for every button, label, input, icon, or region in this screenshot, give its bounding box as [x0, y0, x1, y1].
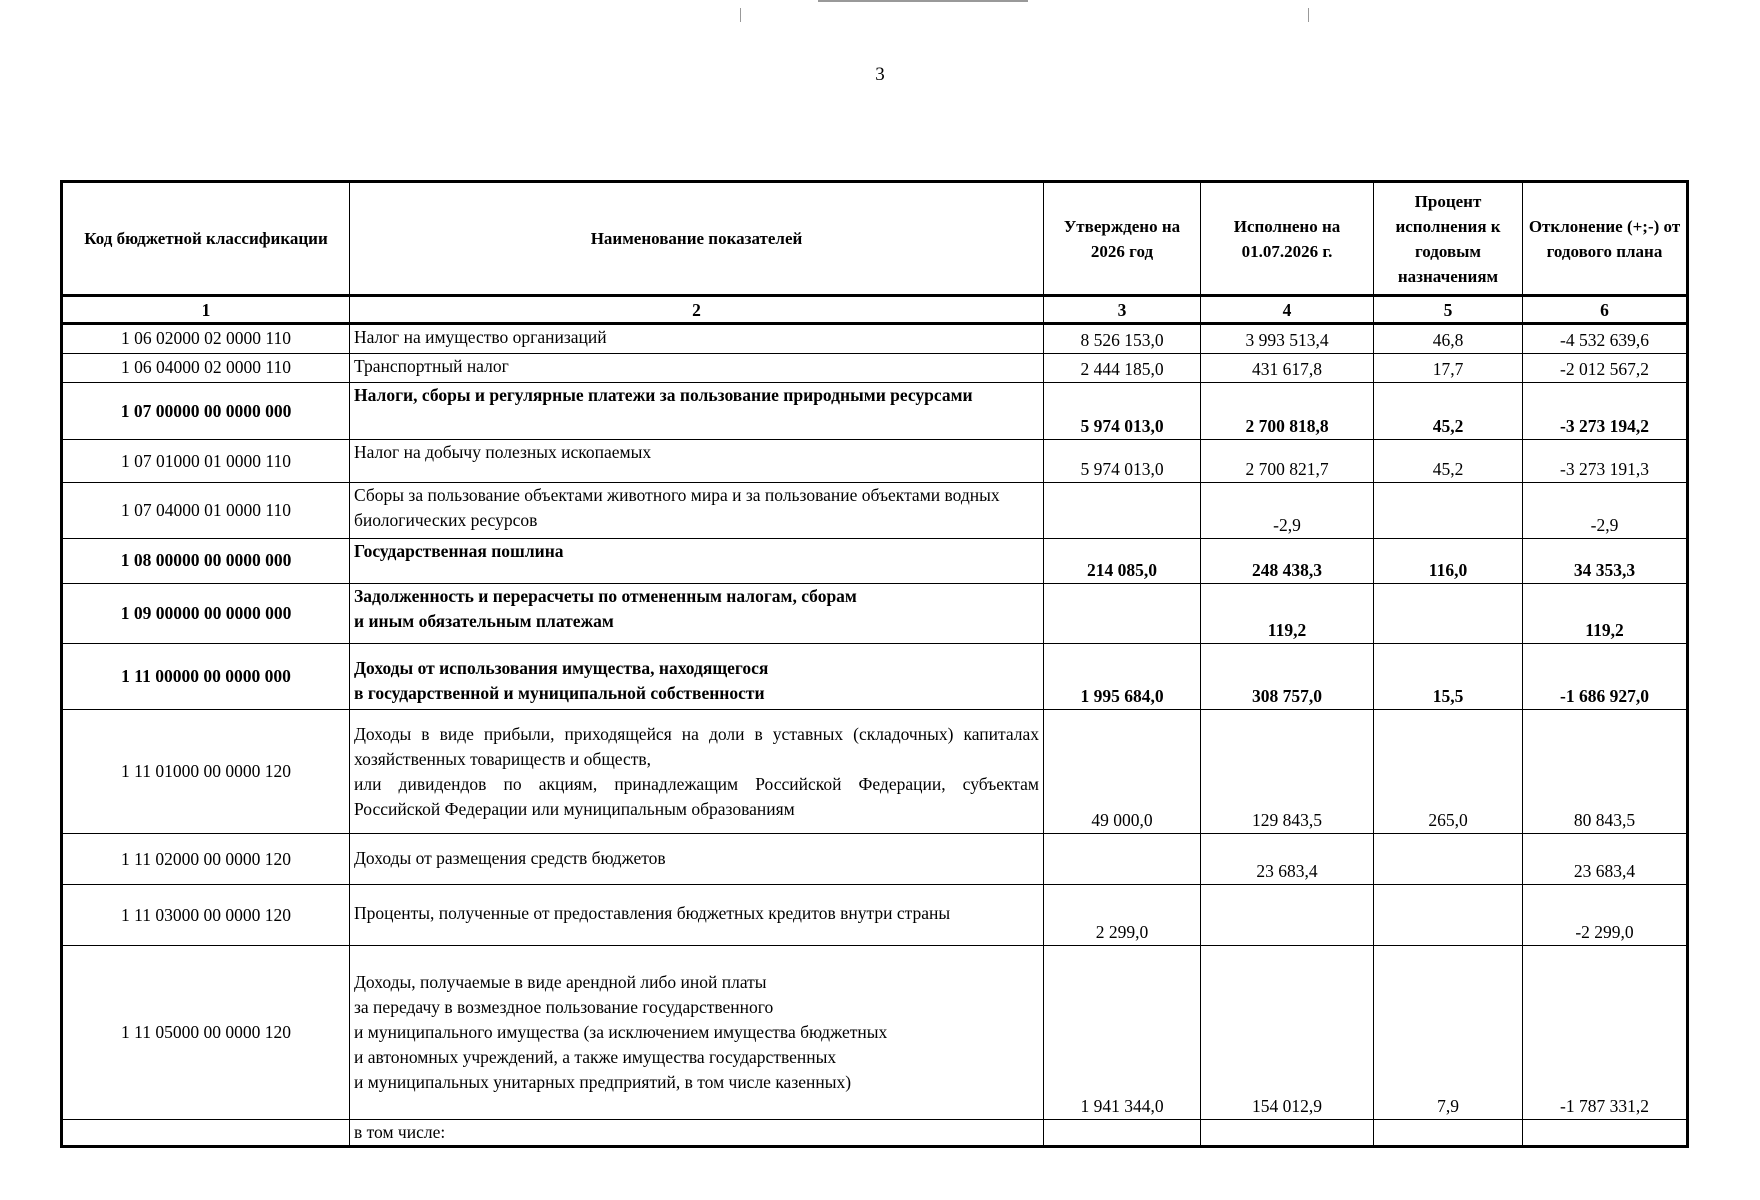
budget-code: 1 07 00000 00 0000 000: [62, 382, 350, 440]
executed-value: 431 617,8: [1201, 353, 1374, 382]
approved-value: 1 995 684,0: [1044, 644, 1201, 710]
percent-value: 45,2: [1374, 382, 1523, 440]
approved-value: 2 444 185,0: [1044, 353, 1201, 382]
indicator-name: Налог на имущество организаций: [350, 324, 1044, 353]
executed-value: 129 843,5: [1201, 709, 1374, 833]
table-row: [62, 1119, 1688, 1146]
scan-mark: [740, 8, 741, 22]
executed-value: [1201, 885, 1374, 946]
approved-value: [1044, 482, 1201, 539]
indicator-name: Проценты, полученные от предоставления бюджетных кредитов внутри страны: [350, 885, 1044, 946]
executed-value: 248 438,3: [1201, 539, 1374, 583]
indicator-name: Задолженность и перерасчеты по отмененным налогам, сборам и иным обязательным платежам: [350, 583, 1044, 644]
deviation-value: -2,9: [1523, 482, 1688, 539]
percent-value: [1374, 885, 1523, 946]
table-row: [62, 833, 1688, 884]
approved-value: [1044, 583, 1201, 644]
percent-value: 17,7: [1374, 353, 1523, 382]
budget-code: 1 06 04000 02 0000 110: [62, 353, 350, 382]
approved-value: 1 941 344,0: [1044, 946, 1201, 1120]
column-number: 4: [1201, 296, 1374, 324]
budget-table: [60, 180, 1689, 1148]
deviation-value: -2 299,0: [1523, 885, 1688, 946]
percent-value: 265,0: [1374, 709, 1523, 833]
approved-value: 214 085,0: [1044, 539, 1201, 583]
indicator-name: Государственная пошлина: [350, 539, 1044, 583]
budget-code: 1 06 02000 02 0000 110: [62, 324, 350, 353]
indicator-name: Доходы от использования имущества, находящегося в государственной и муниципальной собственности: [350, 644, 1044, 710]
executed-value: 154 012,9: [1201, 946, 1374, 1120]
approved-value: [1044, 833, 1201, 884]
header-executed: Исполнено на 01.07.2026 г.: [1201, 182, 1374, 296]
executed-value: 3 993 513,4: [1201, 324, 1374, 353]
column-number: 5: [1374, 296, 1523, 324]
table-row: [62, 324, 1688, 353]
table-row: [62, 946, 1688, 1120]
approved-value: 5 974 013,0: [1044, 382, 1201, 440]
header-percent: Процент исполнения к годовым назначениям: [1374, 182, 1523, 296]
approved-value: 5 974 013,0: [1044, 440, 1201, 482]
table-row: [62, 482, 1688, 539]
executed-value: 23 683,4: [1201, 833, 1374, 884]
table-row: [62, 583, 1688, 644]
budget-code: 1 07 01000 01 0000 110: [62, 440, 350, 482]
indicator-name: Доходы в виде прибыли, приходящейся на доли в уставных (складочных) капиталах хозяйственных товариществ и обществ, или дивидендов по акциям, принадлежащим Российской Федерации, субъектам Российской Федерации или муниципальным образованиям: [350, 709, 1044, 833]
deviation-value: -4 532 639,6: [1523, 324, 1688, 353]
budget-code: 1 11 01000 00 0000 120: [62, 709, 350, 833]
scan-mark: [1308, 8, 1309, 22]
percent-value: [1374, 1119, 1523, 1146]
deviation-value: 23 683,4: [1523, 833, 1688, 884]
percent-value: [1374, 583, 1523, 644]
executed-value: [1201, 1119, 1374, 1146]
column-number: 6: [1523, 296, 1688, 324]
indicator-name: Сборы за пользование объектами животного мира и за пользование объектами водных биологических ресурсов: [350, 482, 1044, 539]
table-row: [62, 539, 1688, 583]
executed-value: 2 700 821,7: [1201, 440, 1374, 482]
budget-code: 1 11 02000 00 0000 120: [62, 833, 350, 884]
percent-value: 15,5: [1374, 644, 1523, 710]
header-deviation: Отклонение (+;-) от годового плана: [1523, 182, 1688, 296]
indicator-name: Доходы от размещения средств бюджетов: [350, 833, 1044, 884]
table-row: [62, 353, 1688, 382]
percent-value: 7,9: [1374, 946, 1523, 1120]
approved-value: [1044, 1119, 1201, 1146]
deviation-value: -2 012 567,2: [1523, 353, 1688, 382]
budget-code: 1 11 05000 00 0000 120: [62, 946, 350, 1120]
executed-value: -2,9: [1201, 482, 1374, 539]
budget-code: 1 07 04000 01 0000 110: [62, 482, 350, 539]
indicator-name: в том числе:: [350, 1119, 1044, 1146]
percent-value: 46,8: [1374, 324, 1523, 353]
header-indicator-name: Наименование показателей: [350, 182, 1044, 296]
indicator-name: Налоги, сборы и регулярные платежи за пользование природными ресурсами: [350, 382, 1044, 440]
deviation-value: -1 787 331,2: [1523, 946, 1688, 1120]
indicator-name: Доходы, получаемые в виде арендной либо иной платы за передачу в возмездное пользование государственного и муниципального имущества (за исключением имущества бюджетных и автономных учреждений, а также имущества государственных и муниципальных унитарных предприятий, в том числе казенных): [350, 946, 1044, 1120]
percent-value: [1374, 482, 1523, 539]
deviation-value: -3 273 194,2: [1523, 382, 1688, 440]
table-row: [62, 382, 1688, 440]
table-row: [62, 885, 1688, 946]
deviation-value: -3 273 191,3: [1523, 440, 1688, 482]
budget-code: 1 11 00000 00 0000 000: [62, 644, 350, 710]
header-budget-code: Код бюджетной классификации: [62, 182, 350, 296]
indicator-name: Налог на добычу полезных ископаемых: [350, 440, 1044, 482]
deviation-value: 80 843,5: [1523, 709, 1688, 833]
executed-value: 2 700 818,8: [1201, 382, 1374, 440]
percent-value: 45,2: [1374, 440, 1523, 482]
column-number: 1: [62, 296, 350, 324]
budget-code: 1 08 00000 00 0000 000: [62, 539, 350, 583]
page-number: 3: [875, 64, 885, 85]
indicator-name: Транспортный налог: [350, 353, 1044, 382]
approved-value: 8 526 153,0: [1044, 324, 1201, 353]
approved-value: 49 000,0: [1044, 709, 1201, 833]
table-row: [62, 440, 1688, 482]
deviation-value: [1523, 1119, 1688, 1146]
percent-value: [1374, 833, 1523, 884]
budget-code: [62, 1119, 350, 1146]
deviation-value: 34 353,3: [1523, 539, 1688, 583]
approved-value: 2 299,0: [1044, 885, 1201, 946]
column-number: 3: [1044, 296, 1201, 324]
table-row: [62, 644, 1688, 710]
budget-code: 1 11 03000 00 0000 120: [62, 885, 350, 946]
column-number: 2: [350, 296, 1044, 324]
percent-value: 116,0: [1374, 539, 1523, 583]
executed-value: 308 757,0: [1201, 644, 1374, 710]
scan-mark: [818, 0, 1028, 2]
header-approved: Утверждено на 2026 год: [1044, 182, 1201, 296]
table-row: [62, 709, 1688, 833]
executed-value: 119,2: [1201, 583, 1374, 644]
budget-code: 1 09 00000 00 0000 000: [62, 583, 350, 644]
deviation-value: -1 686 927,0: [1523, 644, 1688, 710]
deviation-value: 119,2: [1523, 583, 1688, 644]
